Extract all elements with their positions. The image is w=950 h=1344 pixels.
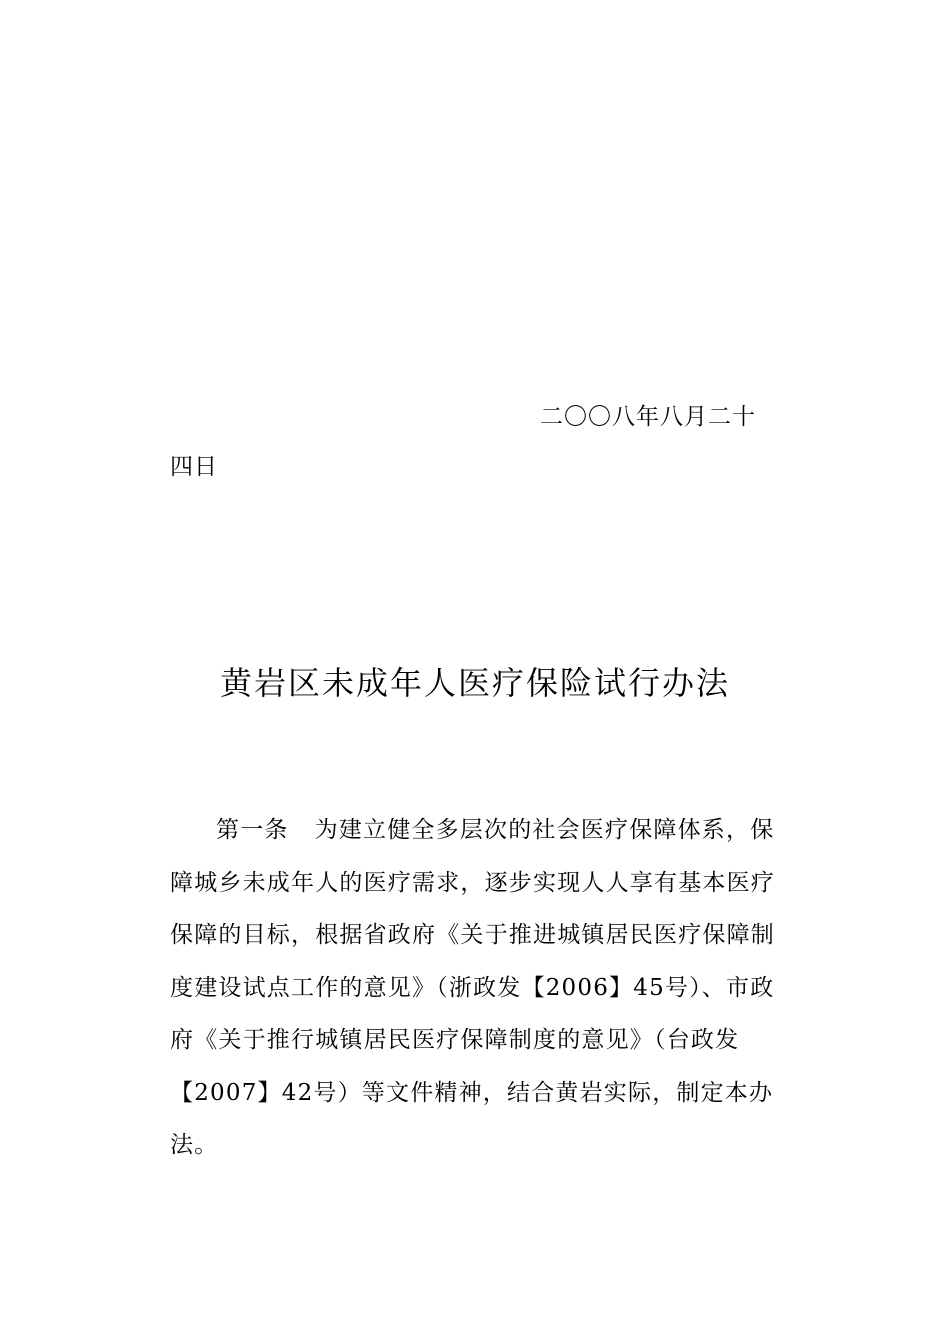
- document-title: 黄岩区未成年人医疗保险试行办法: [219, 664, 730, 702]
- article-1: [170, 804, 790, 1172]
- date-line-2: 四日: [170, 454, 218, 480]
- date-line-1: 二〇〇八年八月二十: [540, 404, 756, 430]
- article-1-label: 第一条: [216, 817, 289, 843]
- article-1-text: 为建立健全多层次的社会医疗保障体系，保障城乡未成年人的医疗需求，逐步实现人人享有基本医疗保障的目标，根据省政府《关于推进城镇居民医疗保障制度建设试点工作的意见》（浙政发【2006】45号）、市政府《关于推行城镇居民医疗保障制度的意见》（台政发【2007】42号）等文件精神，结合黄岩实际，制定本办法。: [170, 817, 775, 1158]
